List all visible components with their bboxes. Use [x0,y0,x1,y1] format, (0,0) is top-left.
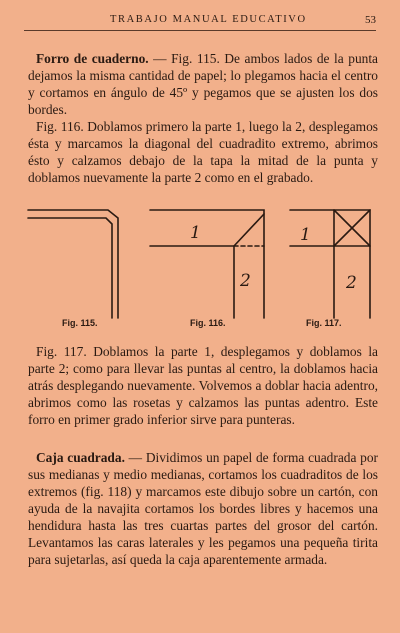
section-text-caja: — Dividimos un papel de forma cuadrada por sus medianas y medio medianas, cortamos los cuadraditos de los extremos (fig. 118) y marcamos este dibujo sobre un cartón, con ayuda de la navajita cortamos los bordes libres y hacemos una hendidura hasta las tres cuartas partes del grosor del cartón. Levantamos las caras laterales y les pegamos una pequeña tirita para sujetarlas, así queda la caja aparentemente armada. [28,450,379,567]
page-number: 53 [365,14,376,26]
fig116-label-2: 2 [240,271,251,291]
figure-115-drawing [28,210,118,318]
header-rule [24,30,376,31]
figures-illustration [0,200,400,320]
fig116-label-1: 1 [190,223,201,243]
figure-116-drawing [150,210,264,318]
section-text-forro: — Fig. 115. De ambos lados de la punta dejamos la misma cantidad de papel; lo plegamos hacia el centro y cortamos en ángulo de 45º y pegamos que se ajusten los dos bordes. [28,51,378,117]
caption-fig-117: Fig. 117. [306,318,342,328]
caption-fig-116: Fig. 116. [190,318,226,328]
paragraph-caja-cuadrada [28,449,378,568]
caption-fig-115: Fig. 115. [62,318,98,328]
paragraph-forro-de-cuaderno [28,50,378,118]
fig117-label-2: 2 [346,273,357,293]
section-heading-forro: Forro de cuaderno. [36,51,149,66]
paragraph-fig-117: Fig. 117. Doblamos la parte 1, desplegamos y doblamos la parte 2; como para llevar las puntas al centro, la doblamos hacia atrás desplegando nuevamente. Volvemos a doblar hacia adentro, abrimos como las rosetas y calzamos las puntas adentro. Este forro en primer grado inferior sirve para punteras. [28,344,378,427]
paragraph-fig-116: Fig. 116. Doblamos primero la parte 1, luego la 2, desplegamos ésta y marcamos la diagonal del cuadradito extremo, abrimos ésto y calzamos debajo de la tapa la mitad de la punta y doblamos nuevamente la parte 2 como en el grabado. [28,119,378,185]
section-heading-caja: Caja cuadrada. [36,450,125,465]
fig117-label-1: 1 [300,225,311,245]
running-header [110,14,376,25]
running-title: TRABAJO MANUAL EDUCATIVO [110,14,307,25]
